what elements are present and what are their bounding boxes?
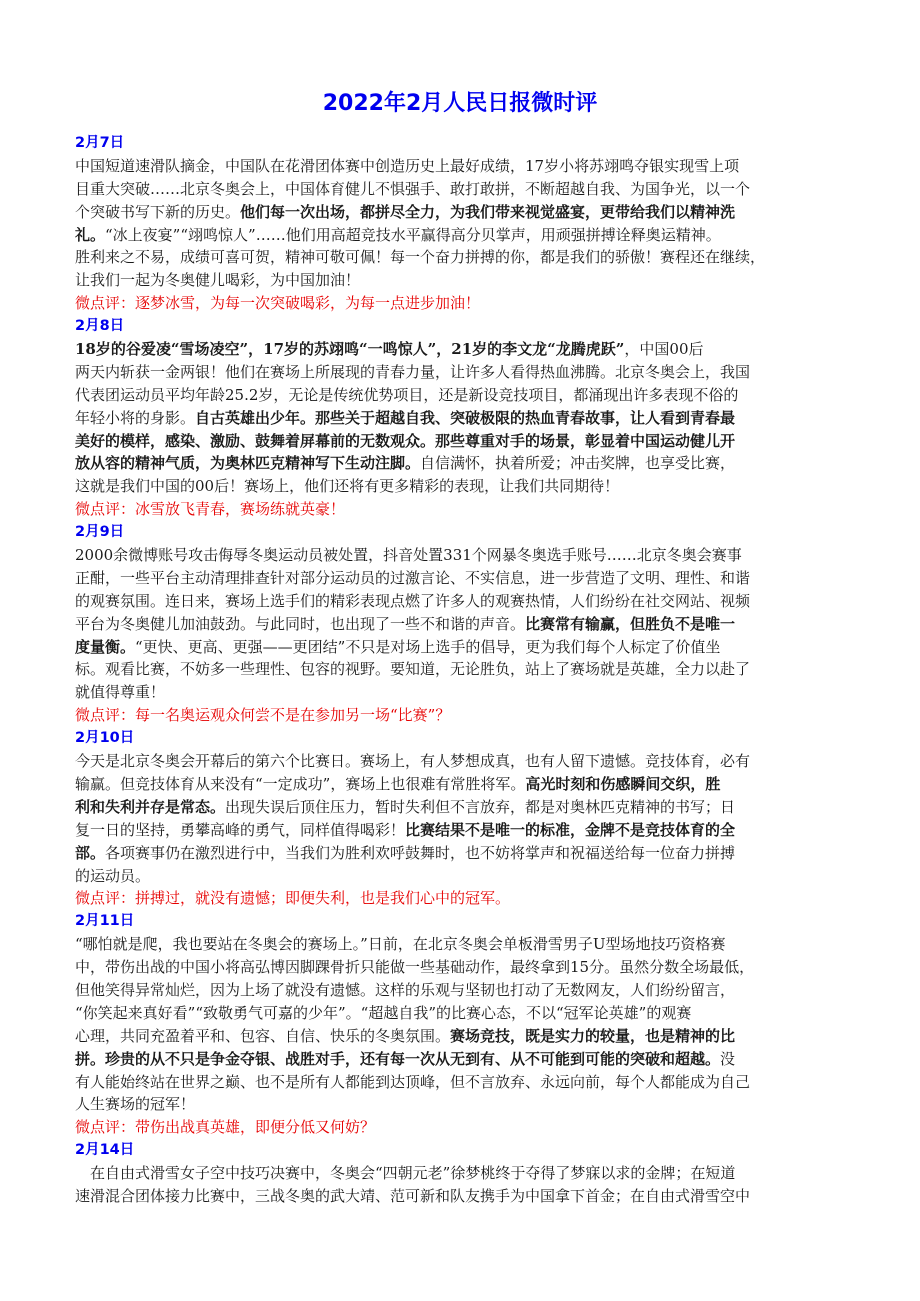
body-text-line	[75, 178, 853, 201]
body-text-line	[75, 933, 853, 956]
body-text-line	[75, 269, 853, 292]
text-segment: 微点评：冰雪放飞青春，赛场练就英豪！	[75, 500, 346, 519]
commentary-line	[75, 704, 853, 727]
text-segment: 的观赛氛围。连日来，赛场上选手们的精彩表现点燃了许多人的观赛热情，人们纷纷在社交网站、视频	[75, 591, 751, 610]
document-title: 2022年2月人民日报微时评	[322, 91, 598, 116]
text-segment: 出现失误后顶住压力，暂时失利但不言放弃，都是对奥林匹克精神的书写；日	[225, 797, 736, 816]
commentary-line	[75, 887, 853, 910]
text-segment: 平台为冬奥健儿加油鼓劲。与此同时，也出现了一些不和谐的声音。	[75, 614, 526, 633]
commentary-line	[75, 292, 853, 315]
emphasis-text: 部。	[75, 843, 106, 862]
emphasis-text: 高光时刻和伤感瞬间交织，胜	[525, 774, 721, 793]
emphasis-text: 比赛结果不是唯一的标准，金牌不是竞技体育的全	[405, 820, 736, 839]
text-segment: 的运动员。	[75, 866, 151, 885]
text-segment: 年轻小将的身影。	[75, 408, 196, 427]
section-date	[75, 727, 853, 750]
text-segment: 两天内斩获一金两银！他们在赛场上所展现的青春力量，让许多人看得热血沸腾。北京冬奥会上，我国	[75, 362, 751, 381]
body-text-line	[75, 613, 853, 636]
text-segment: 2月9日	[75, 524, 125, 541]
body-text-line	[75, 796, 853, 819]
body-text-line	[75, 865, 853, 888]
text-segment: 2月10日	[75, 730, 135, 747]
emphasis-text: 放从容的精神气质，为奥林匹克精神写下生动注脚。	[75, 454, 421, 473]
text-segment: 今天是北京冬奥会开幕后的第六个比赛日。赛场上，有人梦想成真，也有人留下遗憾。竞技体育，必有	[75, 752, 751, 771]
text-segment: 2月11日	[75, 913, 135, 930]
text-segment: 在自由式滑雪女子空中技巧决赛中，冬奥会“四朝元老”徐梦桃终于夺得了梦寐以求的金牌；在短道	[90, 1164, 736, 1183]
text-segment: “冰上夜宴”“翊鸣惊人”……他们用高超竞技水平赢得高分贝掌声，用顽强拼搏诠释奥运精神。	[105, 225, 721, 244]
text-segment: 输赢。但竞技体育从来没有“一定成功”，赛场上也很难有常胜将军。	[75, 774, 526, 793]
text-segment: 微点评：逐梦冰雪，为每一次突破喝彩，为每一点进步加油！	[75, 294, 481, 313]
body-text-line	[75, 1071, 853, 1094]
emphasis-text: 自古英雄出少年。那些关于超越自我、突破极限的热血青春故事，让人看到青春最	[195, 408, 736, 427]
section-date	[75, 910, 853, 933]
body-text-line	[75, 384, 853, 407]
text-segment: 中，带伤出战的中国小将高弘博因脚踝骨折只能做一些基础动作，最终拿到15分。虽然分数全场最低，	[75, 958, 755, 977]
text-segment: 没	[720, 1049, 736, 1068]
section-date	[75, 315, 853, 338]
body-text-line	[75, 590, 853, 613]
text-segment: “更快、更高、更强——更团结”不只是对场上选手的倡导，更为我们每个人标定了价值坐	[135, 637, 721, 656]
text-segment: 人生赛场的冠军！	[75, 1095, 196, 1114]
emphasis-text: 18岁的谷爱凌“雪场凌空”，17岁的苏翊鸣“一鸣惊人”，21岁的李文龙“龙腾虎跃”	[75, 340, 625, 359]
body-text-line	[75, 1025, 853, 1048]
emphasis-text: 他们每一次出场，都拼尽全力，为我们带来视觉盛宴，更带给我们以精神洗	[240, 202, 736, 221]
body-text-line	[75, 636, 853, 659]
text-segment: 微点评：带伤出战真英雄，即便分低又何妨？	[75, 1118, 376, 1137]
body-text-line	[75, 681, 853, 704]
text-segment: 胜利来之不易，成绩可喜可贺，精神可敬可佩！每一个奋力拼搏的你，都是我们的骄傲！赛程还在继续，	[75, 248, 766, 267]
section-date	[75, 132, 853, 155]
section-date	[75, 1139, 853, 1162]
document-body	[75, 132, 853, 1208]
body-text-line	[75, 544, 853, 567]
emphasis-text: 拼。珍贵的从不只是争金夺银、战胜对手，还有每一次从无到有、从不可能到可能的突破和超越。	[75, 1049, 721, 1068]
text-segment: 复一日的坚持，勇攀高峰的勇气，同样值得喝彩！	[75, 820, 406, 839]
text-segment: 2月7日	[75, 135, 125, 151]
text-segment: 各项赛事仍在激烈进行中，当我们为胜利欢呼鼓舞时，也不妨将掌声和祝福送给每一位奋力拼搏	[105, 843, 736, 862]
body-text-line	[75, 361, 853, 384]
text-segment: 中国短道速滑队摘金，中国队在花滑团体赛中创造历史上最好成绩，17岁小将苏翊鸣夺银实现雪上项	[75, 156, 740, 175]
text-segment: 正酣，一些平台主动清理排查针对部分运动员的过激言论、不实信息，进一步营造了文明、理性、和谐	[75, 568, 751, 587]
body-text-line	[75, 475, 853, 498]
body-text-line	[75, 1185, 853, 1208]
body-text-line	[75, 819, 853, 842]
body-text-line	[75, 1162, 853, 1185]
text-segment: 2000余微博账号攻击侮辱冬奥运动员被处置，抖音处置331个网暴冬奥选手账号……北京冬奥会赛事	[75, 546, 742, 565]
commentary-line	[75, 498, 853, 521]
body-text-line	[75, 1093, 853, 1116]
text-segment: 标。观看比赛，不妨多一些理性、包容的视野。要知道，无论胜负，站上了赛场就是英雄，全力以赴了	[75, 660, 751, 679]
text-segment: 目重大突破……北京冬奥会上，中国体育健儿不惧强手、敢打敢拼，不断超越自我、为国争光，以一个	[75, 179, 751, 198]
text-segment: 自信满怀，执着所爱；冲击奖牌，也享受比赛，	[420, 454, 736, 473]
body-text-line	[75, 407, 853, 430]
body-text-line	[75, 773, 853, 796]
text-segment: 微点评：每一名奥运观众何尝不是在参加另一场“比赛”？	[75, 706, 451, 725]
text-segment: “哪怕就是爬，我也要站在冬奥会的赛场上。”日前，在北京冬奥会单板滑雪男子U型场地技巧资格赛	[75, 935, 726, 954]
emphasis-text: 赛场竞技，既是实力的较量，也是精神的比	[450, 1026, 736, 1045]
text-segment: 这就是我们中国的00后！赛场上，他们还将有更多精彩的表现，让我们共同期待！	[75, 477, 620, 496]
body-text-line	[75, 842, 853, 865]
body-text-line	[75, 224, 853, 247]
emphasis-text: 美好的模样，感染、激励、鼓舞着屏幕前的无数观众。那些尊重对手的场景，彰显着中国运动健儿开	[75, 431, 736, 450]
text-segment: 2月14日	[75, 1142, 135, 1159]
emphasis-text: 利和失利并存是常态。	[75, 797, 226, 816]
emphasis-text: 比赛常有输赢，但胜负不是唯一	[525, 614, 736, 633]
text-segment: 心理，共同充盈着平和、包容、自信、快乐的冬奥氛围。	[75, 1026, 451, 1045]
body-text-line	[75, 658, 853, 681]
text-segment: 有人能始终站在世界之巅、也不是所有人都能到达顶峰，但不言放弃、永远向前，每个人都能成为自己	[75, 1072, 751, 1091]
text-segment: 速滑混合团体接力比赛中，三战冬奥的武大靖、范可新和队友携手为中国拿下首金；在自由式滑雪空中	[75, 1186, 751, 1205]
body-text-line	[75, 430, 853, 453]
body-text-line	[75, 246, 853, 269]
emphasis-text: 度量衡。	[75, 637, 136, 656]
body-text-line	[75, 567, 853, 590]
text-segment: 代表团运动员平均年龄25.2岁，无论是传统优势项目，还是新设竞技项目，都涌现出许多表现不俗的	[75, 385, 739, 404]
text-segment: 就值得尊重！	[75, 683, 166, 702]
body-text-line	[75, 979, 853, 1002]
text-segment: 2月8日	[75, 318, 125, 335]
body-text-line	[75, 1002, 853, 1025]
text-segment: “你笑起来真好看”“致敬勇气可嘉的少年”。“超越自我”的比赛心态，不以“冠军论英雄”的观赛	[75, 1003, 692, 1022]
text-segment: ，中国00后	[624, 340, 704, 359]
body-text-line	[75, 750, 853, 773]
section-date	[75, 521, 853, 544]
text-segment: 个突破书写下新的历史。	[75, 202, 241, 221]
text-segment: 微点评：拼搏过，就没有遗憾；即便失利，也是我们心中的冠军。	[75, 889, 511, 908]
text-segment: 让我们一起为冬奥健儿喝彩，为中国加油！	[75, 271, 361, 290]
emphasis-text: 礼。	[75, 225, 106, 244]
body-text-line	[75, 338, 853, 361]
body-text-line	[75, 452, 853, 475]
commentary-line	[75, 1116, 853, 1139]
body-text-line	[75, 1048, 853, 1071]
body-text-line	[75, 956, 853, 979]
body-text-line	[75, 155, 853, 178]
body-text-line	[75, 201, 853, 224]
text-segment: 但他笑得异常灿烂，因为上场了就没有遗憾。这样的乐观与坚韧也打动了无数网友，人们纷纷留言，	[75, 980, 736, 999]
